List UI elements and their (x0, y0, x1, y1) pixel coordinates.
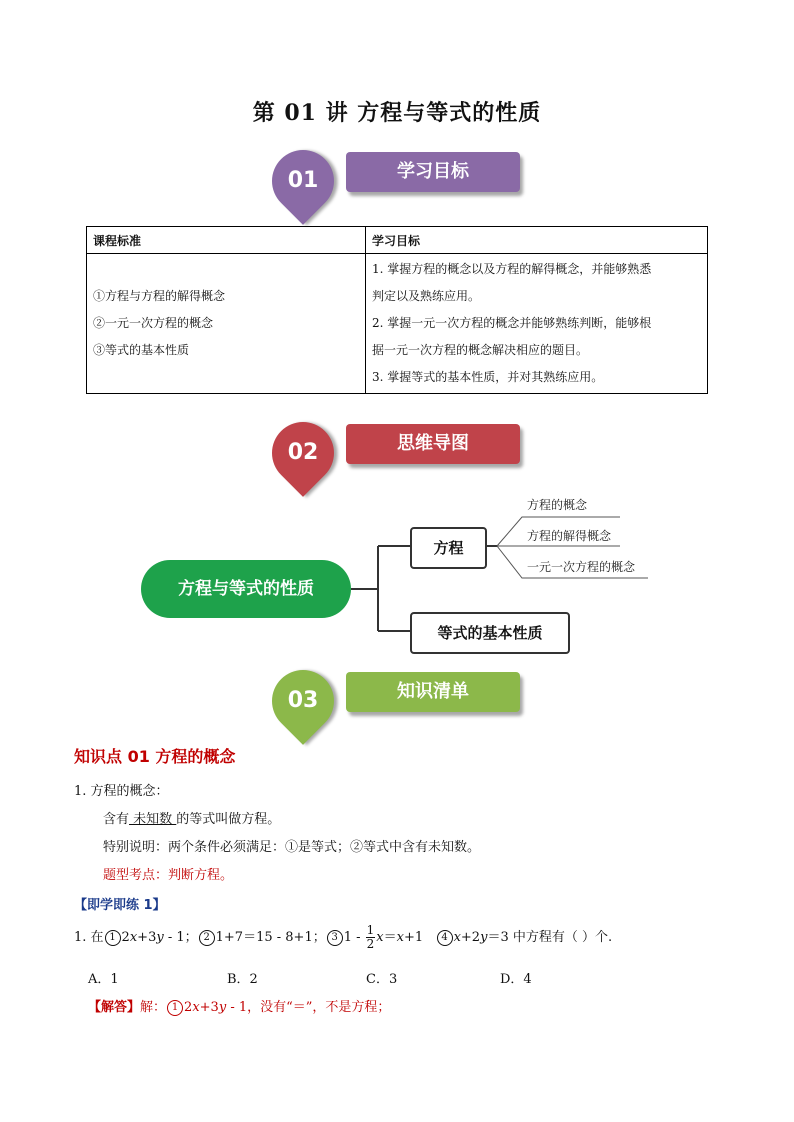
definition-line (103, 808, 280, 827)
mindmap-leaf: 方程的概念 (527, 498, 588, 512)
section-number: 03 (287, 688, 319, 713)
mindmap-branch-equality: 等式的基本性质 (410, 612, 570, 654)
goal-line: 1. 掌握方程的概念以及方程的解得概念，并能够熟悉 (372, 262, 652, 276)
option-a: A．1 (88, 972, 119, 987)
definition-suffix: 的等式叫做方程。 (176, 812, 281, 827)
definition-blank: 未知数 (129, 812, 177, 827)
mindmap-leaf: 方程的解得概念 (527, 529, 612, 543)
knowledge-heading: 知识点 01 方程的概念 (74, 747, 236, 766)
answer-tail: ，没有“＝”，不是方程； (247, 1000, 391, 1015)
option-b: B．2 (227, 972, 258, 987)
table-header-standards: 课程标准 (87, 227, 366, 254)
section-number: 02 (287, 440, 319, 465)
section-badge-03 (272, 670, 522, 736)
mindmap-leaf: 一元一次方程的概念 (527, 560, 636, 574)
standard-item: ①方程与方程的解得概念 (93, 289, 226, 303)
practice-label: 【即学即练 1】 (74, 898, 166, 913)
section-label: 知识清单 (346, 672, 520, 712)
mindmap-branch-equation: 方程 (410, 527, 487, 569)
definition-prefix: 含有 (103, 812, 130, 827)
option-c: C．3 (366, 972, 398, 987)
option-d: D．4 (500, 972, 532, 987)
standard-item: ②一元一次方程的概念 (93, 316, 214, 330)
goal-line: 3. 掌握等式的基本性质，并对其熟练应用。 (372, 370, 604, 384)
answer-label: 【解答】 (88, 1000, 141, 1015)
question-line: 1. 在 1 2x+3y - 1； 2 1+7＝15 - 8+1； 3 1 - $\frac{1}{2}$ x＝x+1 4 x+2y＝3 中方程有（ ）个. (74, 923, 613, 951)
page-title: 第 01 讲 方程与等式的性质 (252, 100, 542, 126)
question-suffix: 中方程有（ ）个. (512, 930, 613, 945)
section-label: 学习目标 (346, 152, 520, 192)
goal-line: 2. 掌握一元一次方程的概念并能够熟练判断，能够根 (372, 316, 652, 330)
mindmap-root: 方程与等式的性质 (141, 560, 351, 618)
answer-line: 【解答】解： 1 2x+3y - 1，没有“＝”，不是方程； (88, 1000, 391, 1015)
special-note: 特别说明：两个条件必须满足：①是等式；②等式中含有未知数。 (103, 840, 481, 855)
goal-line: 判定以及熟练应用。 (372, 289, 481, 303)
item-title: 1. 方程的概念： (74, 784, 169, 799)
goal-line: 据一元一次方程的概念解决相应的题目。 (372, 343, 589, 357)
standard-item: ③等式的基本性质 (93, 343, 190, 357)
section-number: 01 (287, 168, 319, 193)
section-label: 思维导图 (346, 424, 520, 464)
topic-note: 题型考点：判断方程。 (103, 868, 234, 883)
table-header-goals: 学习目标 (366, 227, 708, 254)
question-prefix: 1. 在 (74, 930, 104, 945)
